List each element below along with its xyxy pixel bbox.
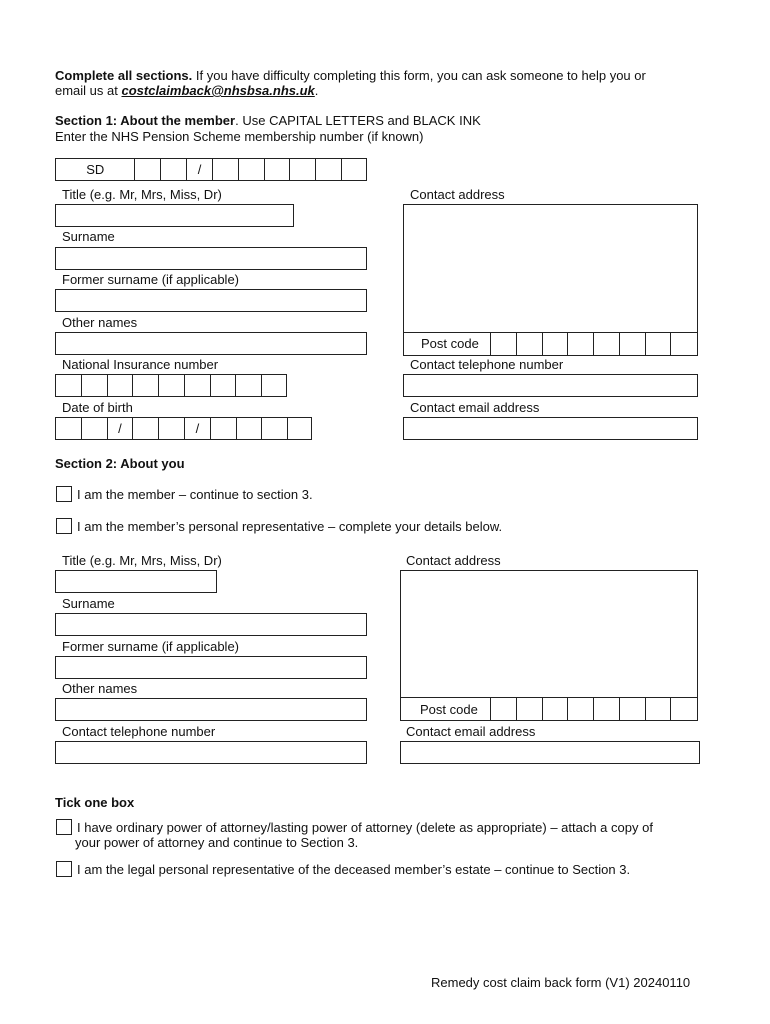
dob-digit-cell[interactable] [211,418,237,439]
postcode-char-cell[interactable] [568,333,594,355]
member-phone-label: Contact telephone number [410,357,564,372]
member-email-input[interactable] [403,417,698,440]
dob-digit-cell[interactable] [288,418,311,439]
rep-other-names-label: Other names [62,681,138,696]
footer-form-reference: Remedy cost claim back form (V1) 20240110 [431,975,691,990]
member-former-surname-input[interactable] [55,289,367,312]
member-former-surname-label: Former surname (if applicable) [62,272,240,287]
ni-number-label: National Insurance number [62,357,219,372]
member-postcode-divider [403,332,698,333]
intro-text: If you have difficulty completing this form, you can ask someone to help you or [192,68,646,83]
membership-digit-cell[interactable] [342,159,366,180]
rep-email-label: Contact email address [406,724,536,739]
section1-heading-bold: Section 1: About the member [55,113,236,128]
membership-digit-cell[interactable] [265,159,291,180]
rep-email-input[interactable] [400,741,700,764]
rep-title-input[interactable] [55,570,217,593]
rep-postcode-field[interactable] [490,697,698,721]
postcode-char-cell[interactable] [491,333,517,355]
member-other-names-label: Other names [62,315,138,330]
intro-email-prefix: email us at [55,83,122,98]
dob-slash-cell: / [108,418,134,439]
postcode-char-cell[interactable] [620,333,646,355]
member-phone-input[interactable] [403,374,698,397]
rep-other-names-input[interactable] [55,698,367,721]
postcode-char-cell[interactable] [491,698,517,720]
power-of-attorney-checkbox[interactable] [56,819,72,835]
member-email-label: Contact email address [410,400,540,415]
dob-slash-cell: / [185,418,211,439]
ni-char-cell[interactable] [82,375,108,396]
ni-char-cell[interactable] [108,375,134,396]
section1-heading [55,113,481,128]
rep-former-surname-label: Former surname (if applicable) [62,639,240,654]
section1-heading-rest: . Use CAPITAL LETTERS and BLACK INK [235,113,481,128]
intro-email-suffix: . [314,83,319,98]
postcode-char-cell[interactable] [517,333,543,355]
rep-phone-input[interactable] [55,741,367,764]
postcode-char-cell[interactable] [543,333,569,355]
member-postcode-row [403,332,698,356]
postcode-char-cell[interactable] [671,698,697,720]
ni-char-cell[interactable] [185,375,211,396]
membership-number-field[interactable] [55,158,367,181]
dob-digit-cell[interactable] [159,418,185,439]
legal-rep-checkbox[interactable] [56,861,72,877]
member-other-names-input[interactable] [55,332,367,355]
membership-digit-cell[interactable] [213,159,239,180]
postcode-char-cell[interactable] [646,333,672,355]
rep-phone-label: Contact telephone number [62,724,216,739]
section2-heading: Section 2: About you [55,456,185,471]
intro-line-2 [55,83,318,98]
ni-char-cell[interactable] [133,375,159,396]
member-postcode-label: Post code [421,336,479,351]
membership-slash-cell: / [187,159,213,180]
postcode-char-cell[interactable] [568,698,594,720]
member-title-input[interactable] [55,204,294,227]
rep-postcode-row [400,697,698,721]
power-of-attorney-label-line2: your power of attorney and continue to Section 3. [75,835,359,850]
personal-rep-label: I am the member’s personal representative – complete your details below. [77,519,503,534]
dob-digit-cell[interactable] [262,418,288,439]
ni-char-cell[interactable] [262,375,286,396]
membership-digit-cell[interactable] [239,159,265,180]
rep-title-label: Title (e.g. Mr, Mrs, Miss, Dr) [62,553,222,568]
postcode-char-cell[interactable] [594,698,620,720]
rep-surname-input[interactable] [55,613,367,636]
dob-digit-cell[interactable] [82,418,108,439]
dob-label: Date of birth [62,400,133,415]
dob-field[interactable] [55,417,312,440]
member-surname-label: Surname [62,229,115,244]
personal-rep-checkbox[interactable] [56,518,72,534]
contact-email-link[interactable]: costclaimback@nhsbsa.nhs.uk [121,83,315,98]
i-am-member-label: I am the member – continue to section 3. [77,487,313,502]
member-postcode-field[interactable] [490,332,698,356]
rep-surname-label: Surname [62,596,115,611]
legal-rep-label: I am the legal personal representative of the deceased member’s estate – continue to Section 3. [77,862,631,877]
postcode-char-cell[interactable] [671,333,697,355]
postcode-char-cell[interactable] [517,698,543,720]
member-surname-input[interactable] [55,247,367,270]
tick-one-heading: Tick one box [55,795,135,810]
member-title-label: Title (e.g. Mr, Mrs, Miss, Dr) [62,187,222,202]
ni-number-field[interactable] [55,374,287,397]
ni-char-cell[interactable] [159,375,185,396]
membership-number-label: Enter the NHS Pension Scheme membership number (if known) [55,129,424,144]
postcode-char-cell[interactable] [594,333,620,355]
rep-former-surname-input[interactable] [55,656,367,679]
dob-digit-cell[interactable] [56,418,82,439]
ni-char-cell[interactable] [211,375,237,396]
membership-digit-cell[interactable] [290,159,316,180]
dob-digit-cell[interactable] [133,418,159,439]
membership-digit-cell[interactable] [161,159,187,180]
membership-digit-cell[interactable] [135,159,161,180]
rep-contact-address-label: Contact address [406,553,501,568]
postcode-char-cell[interactable] [646,698,672,720]
member-contact-address-label: Contact address [410,187,505,202]
intro-line-1 [55,68,646,83]
postcode-char-cell[interactable] [620,698,646,720]
sd-prefix-cell: SD [56,159,135,180]
ni-char-cell[interactable] [236,375,262,396]
postcode-char-cell[interactable] [543,698,569,720]
membership-digit-cell[interactable] [316,159,342,180]
power-of-attorney-label-line1: I have ordinary power of attorney/lasting power of attorney (delete as appropriate) – attach a copy of [77,820,653,835]
dob-digit-cell[interactable] [237,418,263,439]
ni-char-cell[interactable] [56,375,82,396]
rep-postcode-label: Post code [420,702,478,717]
i-am-member-checkbox[interactable] [56,486,72,502]
intro-bold: Complete all sections. [55,68,193,83]
